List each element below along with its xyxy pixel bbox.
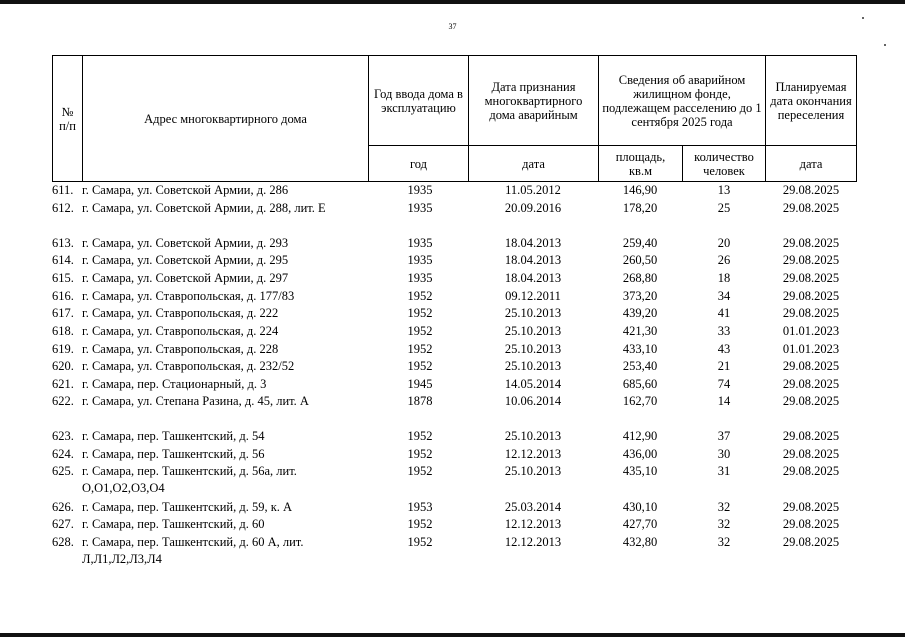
row-date: 25.10.2013	[504, 464, 562, 478]
row-end-date: 29.08.2025	[782, 236, 840, 250]
row-end-date: 29.08.2025	[782, 271, 840, 285]
row-address: г. Самара, ул. Советской Армии, д. 286	[82, 183, 289, 197]
row-area: 421,30	[622, 324, 658, 338]
row-address: г. Самара, пер. Ташкентский, д. 56а, лит. О,О1,О2,О3,О4	[82, 464, 297, 495]
row-people: 14	[717, 394, 731, 408]
row-area: 373,20	[622, 289, 658, 303]
header-fund-info: Сведения об аварийном жилищном фонде, подлежащем расселению до 1 сентября 2025 года	[598, 55, 766, 146]
header-planned-end: Планируемая дата окончания переселения	[765, 55, 857, 146]
header-sub-year: год	[368, 145, 469, 182]
row-address: г. Самара, ул. Советской Армии, д. 297	[82, 271, 289, 285]
row-number: 618.	[52, 324, 74, 338]
row-area: 162,70	[622, 394, 658, 408]
row-year: 1953	[407, 500, 433, 514]
row-date: 20.09.2016	[504, 201, 562, 215]
row-end-date: 29.08.2025	[782, 377, 840, 391]
row-address: г. Самара, пер. Стационарный, д. 3	[82, 377, 267, 391]
row-number: 624.	[52, 447, 74, 461]
row-people: 32	[717, 500, 731, 514]
row-year: 1935	[407, 183, 433, 197]
row-year: 1952	[407, 429, 433, 443]
row-address: г. Самара, ул. Ставропольская, д. 232/52	[82, 359, 295, 373]
row-number: 628.	[52, 535, 74, 549]
row-people: 31	[717, 464, 731, 478]
row-end-date: 29.08.2025	[782, 359, 840, 373]
row-area: 685,60	[622, 377, 658, 391]
row-area: 433,10	[622, 342, 658, 356]
row-number: 627.	[52, 517, 74, 531]
row-people: 32	[717, 517, 731, 531]
row-year: 1952	[407, 517, 433, 531]
row-people: 74	[717, 377, 731, 391]
row-end-date: 01.01.2023	[782, 342, 840, 356]
row-people: 26	[717, 253, 731, 267]
row-address: г. Самара, пер. Ташкентский, д. 56	[82, 447, 265, 461]
row-number: 616.	[52, 289, 74, 303]
row-end-date: 29.08.2025	[782, 429, 840, 443]
row-date: 25.03.2014	[504, 500, 562, 514]
row-number: 617.	[52, 306, 74, 320]
row-address: г. Самара, ул. Ставропольская, д. 228	[82, 342, 279, 356]
row-number: 612.	[52, 201, 74, 215]
row-area: 178,20	[622, 201, 658, 215]
row-area: 427,70	[622, 517, 658, 531]
row-year: 1935	[407, 236, 433, 250]
header-sub-area: площадь, кв.м	[598, 145, 683, 182]
row-people: 30	[717, 447, 731, 461]
row-number: 619.	[52, 342, 74, 356]
row-area: 439,20	[622, 306, 658, 320]
row-date: 18.04.2013	[504, 253, 562, 267]
row-date: 11.05.2012	[505, 183, 561, 197]
row-date: 10.06.2014	[504, 394, 562, 408]
row-date: 25.10.2013	[504, 324, 562, 338]
row-address: г. Самара, пер. Ташкентский, д. 59, к. А	[82, 500, 293, 514]
row-year: 1935	[407, 253, 433, 267]
row-address: г. Самара, ул. Ставропольская, д. 224	[82, 324, 279, 338]
page-number: 37	[448, 22, 457, 31]
header-sub-people: количество человек	[682, 145, 766, 182]
row-end-date: 29.08.2025	[782, 183, 840, 197]
row-people: 41	[717, 306, 731, 320]
row-people: 43	[717, 342, 731, 356]
row-people: 34	[717, 289, 731, 303]
row-end-date: 29.08.2025	[782, 253, 840, 267]
row-end-date: 29.08.2025	[782, 535, 840, 549]
row-address: г. Самара, ул. Ставропольская, д. 222	[82, 306, 279, 320]
header-year-commission: Год ввода дома в эксплуатацию	[368, 55, 469, 146]
row-number: 621.	[52, 377, 74, 391]
row-number: 626.	[52, 500, 74, 514]
row-date: 25.10.2013	[504, 342, 562, 356]
header-address: Адрес многоквартирного дома	[82, 55, 369, 182]
row-end-date: 01.01.2023	[782, 324, 840, 338]
row-address: г. Самара, ул. Советской Армии, д. 288, лит. Е	[82, 201, 326, 215]
row-area: 412,90	[622, 429, 658, 443]
row-people: 13	[717, 183, 731, 197]
row-area: 146,90	[622, 183, 658, 197]
row-year: 1952	[407, 359, 433, 373]
row-number: 615.	[52, 271, 74, 285]
row-year: 1878	[407, 394, 433, 408]
top-border	[0, 0, 905, 4]
row-year: 1952	[407, 289, 433, 303]
row-end-date: 29.08.2025	[782, 289, 840, 303]
row-people: 21	[717, 359, 731, 373]
row-people: 37	[717, 429, 731, 443]
row-date: 25.10.2013	[504, 429, 562, 443]
row-year: 1952	[407, 464, 433, 478]
row-number: 611.	[52, 183, 74, 197]
row-address: г. Самара, ул. Советской Армии, д. 295	[82, 253, 289, 267]
row-date: 18.04.2013	[504, 236, 562, 250]
row-date: 18.04.2013	[504, 271, 562, 285]
row-end-date: 29.08.2025	[782, 306, 840, 320]
row-year: 1952	[407, 342, 433, 356]
bottom-border	[0, 633, 905, 637]
row-number: 620.	[52, 359, 74, 373]
row-number: 622.	[52, 394, 74, 408]
row-people: 20	[717, 236, 731, 250]
row-date: 14.05.2014	[504, 377, 562, 391]
row-people: 32	[717, 535, 731, 549]
row-end-date: 29.08.2025	[782, 517, 840, 531]
row-area: 436,00	[622, 447, 658, 461]
row-area: 268,80	[622, 271, 658, 285]
row-year: 1945	[407, 377, 433, 391]
row-year: 1935	[407, 271, 433, 285]
row-people: 18	[717, 271, 731, 285]
scan-speck	[884, 44, 886, 46]
row-end-date: 29.08.2025	[782, 201, 840, 215]
row-address: г. Самара, ул. Советской Армии, д. 293	[82, 236, 289, 250]
row-date: 12.12.2013	[504, 447, 562, 461]
row-year: 1952	[407, 447, 433, 461]
row-area: 259,40	[622, 236, 658, 250]
row-address: г. Самара, ул. Степана Разина, д. 45, лит. А	[82, 394, 309, 408]
row-area: 435,10	[622, 464, 658, 478]
row-end-date: 29.08.2025	[782, 500, 840, 514]
row-number: 623.	[52, 429, 74, 443]
row-end-date: 29.08.2025	[782, 394, 840, 408]
scan-speck	[862, 17, 864, 19]
row-date: 12.12.2013	[504, 535, 562, 549]
row-year: 1952	[407, 535, 433, 549]
row-end-date: 29.08.2025	[782, 464, 840, 478]
header-sub-end-date: дата	[765, 145, 857, 182]
header-sub-date: дата	[468, 145, 599, 182]
row-address: г. Самара, пер. Ташкентский, д. 54	[82, 429, 265, 443]
row-date: 25.10.2013	[504, 359, 562, 373]
header-num: № п/п	[52, 55, 83, 182]
row-area: 432,80	[622, 535, 658, 549]
row-address: г. Самара, пер. Ташкентский, д. 60	[82, 517, 265, 531]
row-date: 25.10.2013	[504, 306, 562, 320]
row-people: 33	[717, 324, 731, 338]
row-date: 12.12.2013	[504, 517, 562, 531]
row-end-date: 29.08.2025	[782, 447, 840, 461]
row-year: 1952	[407, 306, 433, 320]
row-date: 09.12.2011	[505, 289, 561, 303]
row-area: 430,10	[622, 500, 658, 514]
row-number: 614.	[52, 253, 74, 267]
row-number: 625.	[52, 464, 74, 478]
row-address: г. Самара, ул. Ставропольская, д. 177/83	[82, 289, 295, 303]
row-area: 253,40	[622, 359, 658, 373]
row-area: 260,50	[622, 253, 658, 267]
row-year: 1952	[407, 324, 433, 338]
header-recognition-date: Дата признания многоквартирного дома аварийным	[468, 55, 599, 146]
row-number: 613.	[52, 236, 74, 250]
row-address: г. Самара, пер. Ташкентский, д. 60 А, лит. Л,Л1,Л2,Л3,Л4	[82, 535, 304, 566]
row-year: 1935	[407, 201, 433, 215]
row-people: 25	[717, 201, 731, 215]
